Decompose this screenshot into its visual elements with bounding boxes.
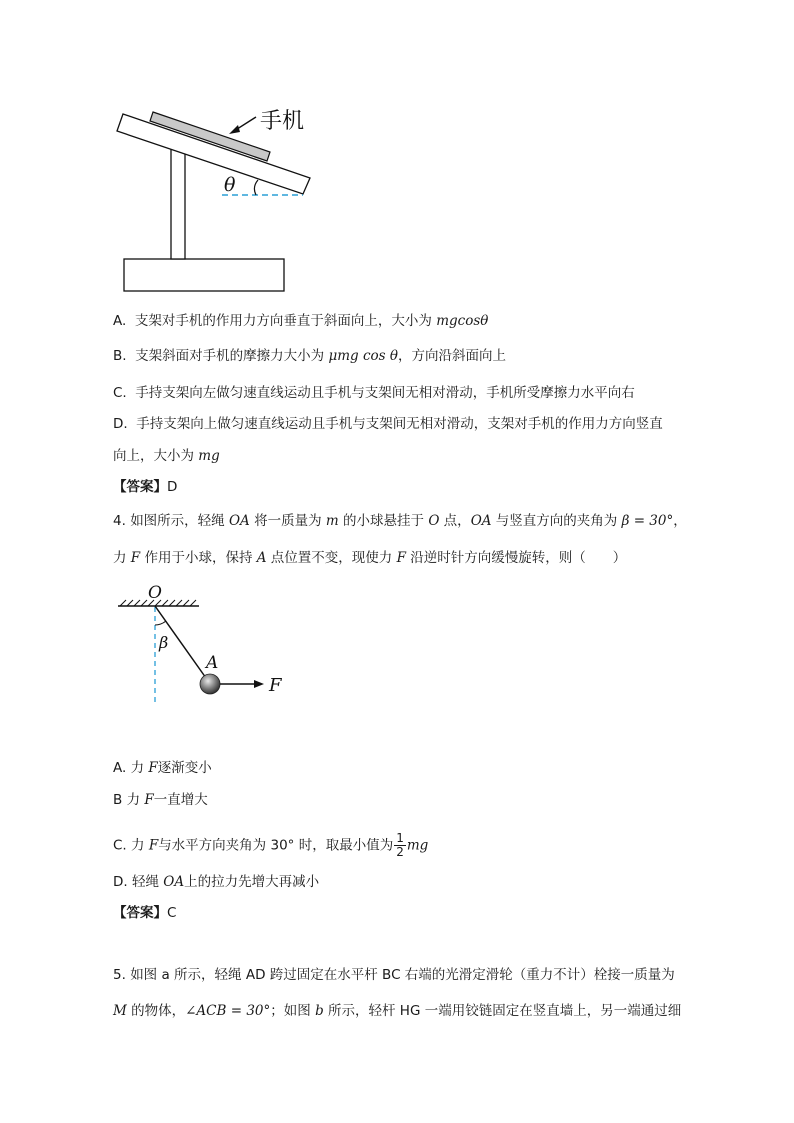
- pendulum-figure: [0, 570, 794, 770]
- stand-pole: [171, 146, 185, 259]
- ball: [200, 674, 220, 694]
- angle-arc: [254, 180, 258, 195]
- q4-option-a: A. 力 F逐渐变小: [113, 760, 212, 776]
- q4-option-c: C. 力 F与水平方向夹角为 30° 时，取最小值为 $\frac{1}{2}$ mg: [113, 831, 429, 859]
- q3-option-d-cont: 向上，大小为 mg: [113, 448, 220, 464]
- force-f-label: F: [269, 675, 282, 696]
- beta-arc: [155, 621, 166, 625]
- q4-stem-line-2: 力 F 作用于小球，保持 A 点位置不变，现使力 F 沿逆时针方向缓慢旋转，则（ ）: [113, 550, 627, 566]
- force-arrow-head: [254, 680, 264, 688]
- q4-answer: 【答案】C: [113, 905, 177, 921]
- label-arrow-head: [229, 125, 240, 134]
- phone-stand-figure: [0, 0, 794, 300]
- q3-option-a: A. 支架对手机的作用力方向垂直于斜面向上，大小为 mgcosθ: [113, 313, 489, 329]
- q5-stem-line-2: M 的物体，∠ACB = 30°；如图 b 所示，轻杆 HG 一端用铰链固定在竖直墙上，另一端通过细: [113, 1003, 682, 1019]
- point-o-label: O: [148, 583, 162, 603]
- beta-label: β: [159, 633, 169, 652]
- one-half-fraction: $\frac{1}{2}$: [396, 831, 404, 859]
- q3-option-c: C. 手持支架向左做匀速直线运动且手机与支架间无相对滑动，手机所受摩擦力水平向右: [113, 385, 635, 401]
- q3-option-d: D. 手持支架向上做匀速直线运动且手机与支架间无相对滑动，支架对手机的作用力方向竖直: [113, 416, 663, 432]
- stand-base: [124, 259, 284, 291]
- phone-label: 手机: [260, 109, 305, 134]
- q4-option-d: D. 轻绳 OA上的拉力先增大再减小: [113, 874, 320, 890]
- q3-answer: 【答案】D: [113, 479, 178, 495]
- q3-option-b: B. 支架斜面对手机的摩擦力大小为 μmg cos θ，方向沿斜面向上: [113, 348, 506, 364]
- angle-theta-label: θ: [224, 174, 236, 196]
- q4-stem-line-1: 4. 如图所示，轻绳 OA 将一质量为 m 的小球悬挂于 O 点，OA 与竖直方向的夹角为 β = 30°，: [113, 513, 687, 529]
- q5-stem-line-1: 5. 如图 a 所示，轻绳 AD 跨过固定在水平杆 BC 右端的光滑定滑轮（重力不计）栓接一质量为: [113, 967, 675, 983]
- q4-option-b: B 力 F一直增大: [113, 792, 208, 808]
- point-a-label: A: [206, 653, 219, 673]
